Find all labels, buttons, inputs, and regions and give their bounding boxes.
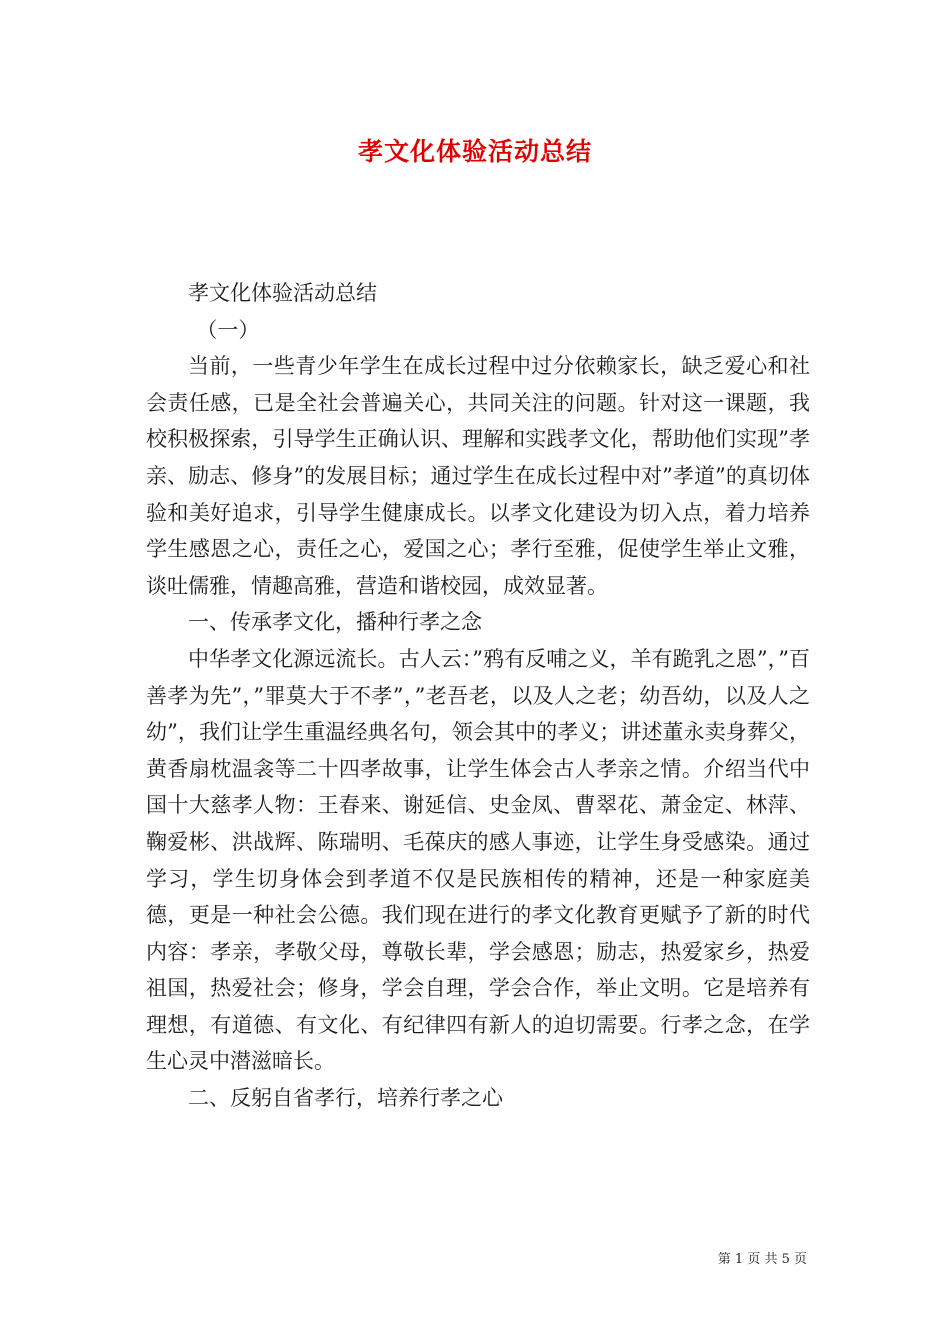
page-footer — [718, 1248, 807, 1267]
section-heading-1: 一、传承孝文化，播种行孝之念 — [188, 610, 482, 635]
part-label: （一） — [196, 317, 260, 342]
document-body — [146, 275, 810, 1117]
section-heading-2: 二、反躬自省孝行，培养行孝之心 — [188, 1086, 503, 1111]
document-title: 孝文化体验活动总结 — [357, 137, 592, 166]
document-subtitle: 孝文化体验活动总结 — [188, 281, 377, 305]
paragraph-intro: 当前，一些青少年学生在成长过程中过分依赖家长，缺乏爱心和社会责任感，已是全社会普遍关心，共同关注的问题。针对这一课题，我校积极探索，引导学生正确认识、理解和实践孝文化，帮助他们实现”孝亲、励志、修身”的发展目标；通过学生在成长过程中对”孝道”的真切体验和美好追求，引导学生健康成长。以孝文化建设为切入点，着力培养学生感恩之心，责任之心，爱国之心；孝行至雅，促使学生举止文雅，谈吐儒雅，情趣高雅，营造和谐校园，成效显著。 — [146, 354, 810, 598]
page-number-text: 第 1 页 共 5 页 — [717, 1252, 807, 1267]
paragraph-section-1: 中华孝文化源远流长。古人云：”鸦有反哺之义，羊有跪乳之恩”，”百善孝为先”，”罪莫大于不孝”，”老吾老，以及人之老；幼吾幼，以及人之幼”，我们让学生重温经典名句，领会其中的孝义；讲述董永卖身葬父，黄香扇枕温衾等二十四孝故事，让学生体会古人孝亲之情。介绍当代中国十大慈孝人物：王春来、谢延信、史金凤、曹翠花、萧金定、林萍、鞠爱彬、洪战辉、陈瑞明、毛葆庆的感人事迹，让学生身受感染。通过学习，学生切身体会到孝道不仅是民族相传的精神，还是一种家庭美德，更是一种社会公德。我们现在进行的孝文化教育更赋予了新的时代内容：孝亲，孝敬父母，尊敬长辈，学会感恩；励志，热爱家乡，热爱祖国，热爱社会；修身，学会自理，学会合作，举止文明。它是培养有理想，有道德、有文化、有纪律四有新人的迫切需要。行孝之念，在学生心灵中潜滋暗长。 — [146, 646, 810, 1074]
